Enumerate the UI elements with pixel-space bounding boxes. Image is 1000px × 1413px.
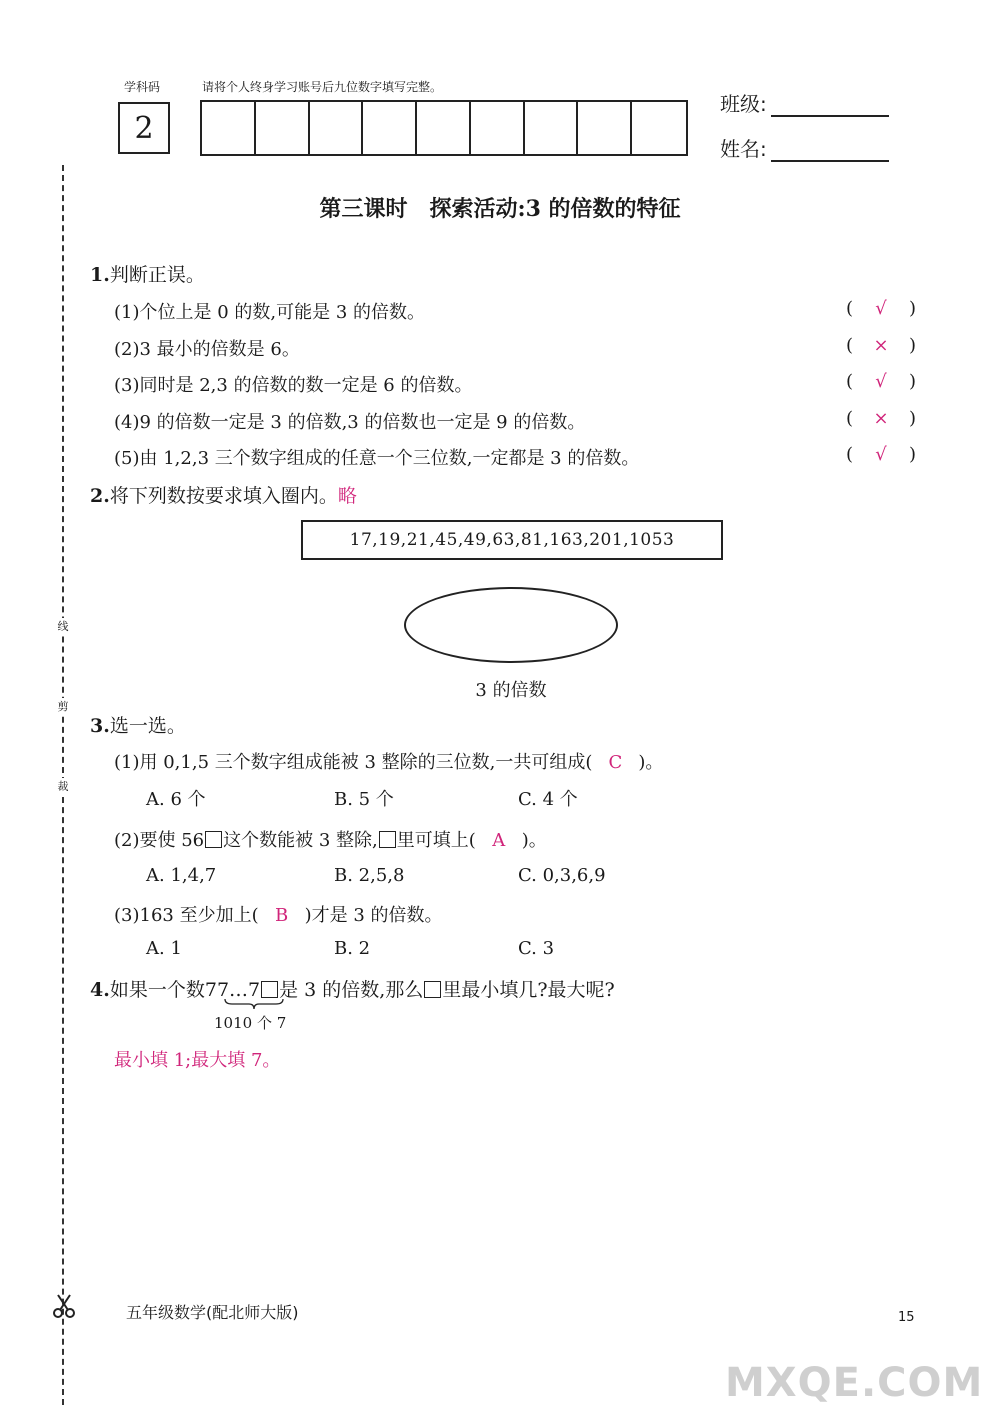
q3-item-2: (2)要使 56 这个数能被 3 整除, 里可填上( A )。: [114, 830, 547, 851]
blank-square: [205, 831, 222, 848]
blank-square: [261, 981, 278, 998]
class-label: 班级:: [720, 92, 767, 116]
q2-answer: 略: [337, 485, 357, 507]
option-b[interactable]: B. 2,5,8: [334, 865, 405, 886]
q1-item: (2)3 最小的倍数是 6。: [114, 339, 300, 360]
question-number: 1.: [90, 264, 110, 286]
digit-cell[interactable]: [525, 102, 579, 154]
subject-code-box: [118, 102, 170, 154]
option-a[interactable]: A. 1: [146, 938, 182, 959]
choice-answer[interactable]: B: [274, 905, 289, 926]
class-field[interactable]: [720, 88, 889, 117]
digit-cell[interactable]: [310, 102, 364, 154]
underbrace-icon: [224, 998, 284, 1010]
judge-bracket[interactable]: ( √ ): [846, 371, 916, 392]
number-list: 17,19,21,45,49,63,81,163,201,1053: [349, 530, 675, 550]
blank-square: [424, 981, 441, 998]
option-c[interactable]: C. 3: [518, 938, 555, 959]
scissors-icon: [52, 1293, 76, 1319]
question-text: 选一选。: [109, 715, 186, 737]
judge-answer: ×: [873, 335, 889, 356]
option-a[interactable]: A. 1,4,7: [146, 865, 217, 886]
blank-square: [379, 831, 396, 848]
judge-answer: √: [875, 298, 887, 319]
digit-cell[interactable]: [417, 102, 471, 154]
name-blank[interactable]: [771, 140, 889, 162]
question-text: 判断正误。: [109, 264, 205, 286]
cut-line-char: 剪: [54, 698, 72, 714]
name-label: 姓名:: [720, 137, 767, 161]
question-text: 将下列数按要求填入圈内。: [109, 485, 338, 507]
class-blank[interactable]: [771, 95, 889, 117]
circle-label: 3 的倍数: [475, 680, 547, 701]
name-field[interactable]: [720, 133, 889, 162]
q4-answer: 最小填 1;最大填 7。: [114, 1050, 281, 1071]
judge-answer: ×: [873, 408, 889, 429]
judge-answer: √: [875, 371, 887, 392]
lesson-title: 第三课时 探索活动:3 的倍数的特征: [319, 196, 681, 222]
question-3: [90, 711, 186, 738]
q1-item: (4)9 的倍数一定是 3 的倍数,3 的倍数也一定是 9 的倍数。: [114, 412, 586, 433]
question-1: [90, 260, 205, 287]
option-a[interactable]: A. 6 个: [146, 789, 206, 810]
judge-bracket[interactable]: ( √ ): [846, 444, 916, 465]
question-number: 2.: [90, 485, 110, 507]
q3-item-1: (1)用 0,1,5 三个数字组成能被 3 整除的三位数,一共可组成( C )。: [114, 752, 664, 773]
question-2: [90, 481, 357, 508]
question-number: 4.: [90, 979, 110, 1001]
judge-bracket[interactable]: ( × ): [846, 335, 916, 356]
question-number: 3.: [90, 715, 110, 737]
q3-item-3: (3)163 至少加上( B )才是 3 的倍数。: [114, 905, 443, 926]
choice-answer[interactable]: C: [608, 752, 623, 773]
judge-bracket[interactable]: ( √ ): [846, 298, 916, 319]
digit-cell[interactable]: [202, 102, 256, 154]
brace-label: 1010 个 7: [214, 1014, 287, 1032]
digit-cell[interactable]: [471, 102, 525, 154]
judge-bracket[interactable]: ( × ): [846, 408, 916, 429]
question-4: 4.如果一个数77…7 是 3 的倍数,那么 里最小填几?最大呢?: [90, 979, 615, 1001]
account-instruction: 请将个人终身学习账号后九位数字填写完整。: [202, 80, 443, 94]
subject-code-value: 2: [134, 110, 154, 146]
digit-cell[interactable]: [578, 102, 632, 154]
q1-item: (1)个位上是 0 的数,可能是 3 的倍数。: [114, 302, 426, 323]
watermark: MXQE.COM: [725, 1360, 984, 1406]
digit-cell[interactable]: [632, 102, 686, 154]
repeated-digits: 77…7: [204, 979, 261, 1001]
multiples-of-3-circle[interactable]: [404, 587, 618, 663]
book-title: 五年级数学(配北师大版): [126, 1303, 299, 1322]
judge-answer: √: [875, 444, 887, 465]
cut-line-char: 裁: [54, 778, 72, 794]
digit-cell[interactable]: [363, 102, 417, 154]
option-b[interactable]: B. 2: [334, 938, 371, 959]
q1-item: (5)由 1,2,3 三个数字组成的任意一个三位数,一定都是 3 的倍数。: [114, 448, 640, 469]
account-digit-boxes[interactable]: [200, 100, 688, 156]
digit-cell[interactable]: [256, 102, 310, 154]
option-b[interactable]: B. 5 个: [334, 789, 394, 810]
q1-item: (3)同时是 2,3 的倍数的数一定是 6 的倍数。: [114, 375, 473, 396]
subject-code-label: 学科码: [124, 80, 161, 94]
option-c[interactable]: C. 0,3,6,9: [518, 865, 606, 886]
cut-line-char: 线: [54, 618, 72, 634]
choice-answer[interactable]: A: [492, 830, 506, 851]
page-number: 15: [898, 1310, 915, 1325]
number-list-box: [301, 520, 723, 560]
option-c[interactable]: C. 4 个: [518, 789, 578, 810]
